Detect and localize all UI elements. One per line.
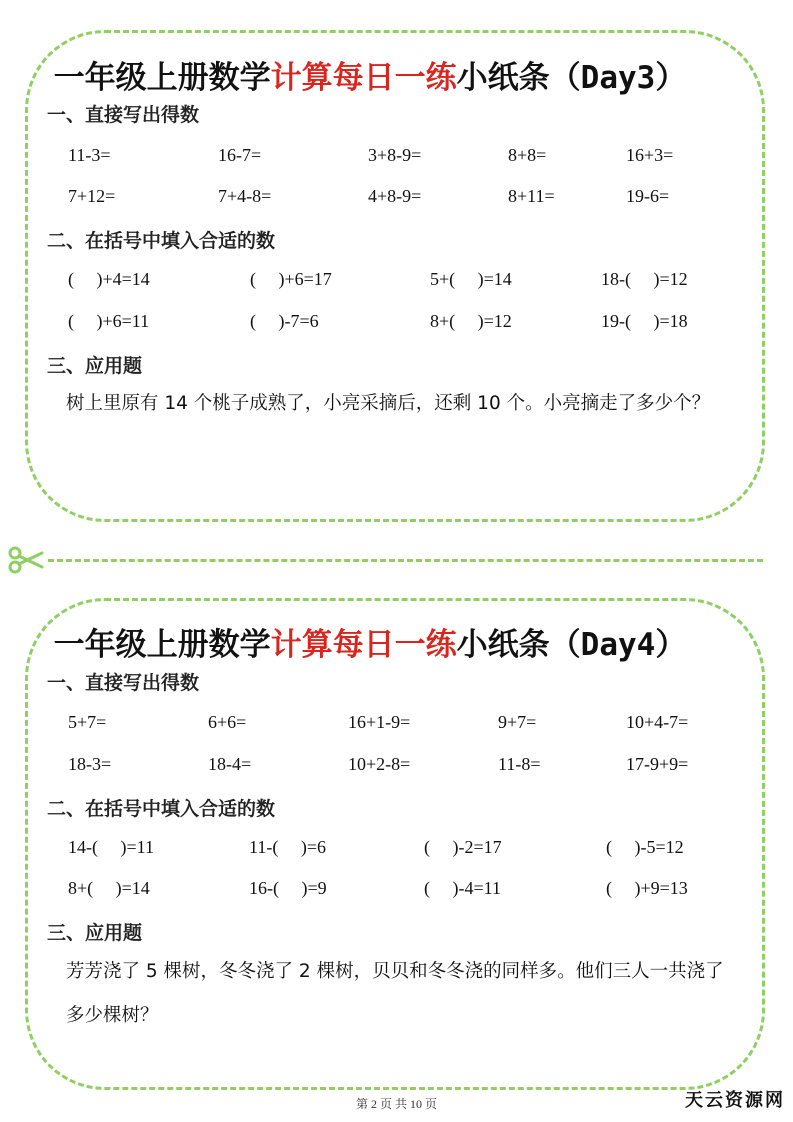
section-heading-3: 三、应用题 [47,922,143,944]
title-part: ） [655,60,687,96]
title-part: 小纸条（ [456,627,581,663]
title-part: 一年级上册数学 [53,627,271,663]
math-item: 19-6= [626,186,670,206]
fill-blank-item: ( )+9=13 [606,878,688,898]
fill-blank-item: 14-( )=11 [68,837,154,857]
math-item: 10+2-8= [348,754,411,774]
section-heading-1: 一、直接写出得数 [47,672,200,694]
fill-blank-item: 19-( )=18 [601,311,688,331]
math-item: 6+6= [208,712,247,732]
math-item: 9+7= [498,712,537,732]
math-item: 11-3= [68,145,111,165]
fill-blank-item: ( )-5=12 [606,837,684,857]
worksheet-title-day4 [0,619,740,664]
fill-blank-item: 8+( )=12 [430,311,512,331]
page-footer: 第 2 页 共 10 页 [355,1097,437,1111]
math-item: 3+8-9= [368,145,422,165]
math-item: 5+7= [68,712,107,732]
math-item: 17-9+9= [626,754,689,774]
fill-blank-item: ( )+6=17 [250,269,332,289]
math-item: 7+12= [68,186,116,206]
title-highlight: 计算每日一练 [270,60,457,96]
title-part: ） [655,627,687,663]
fill-blank-item: 16-( )=9 [249,878,327,898]
math-item: 8+8= [508,145,547,165]
fill-blank-item: ( )+6=11 [68,311,150,331]
fill-blank-item: 8+( )=14 [68,878,150,898]
math-item: 7+4-8= [218,186,272,206]
fill-blank-item: ( )-2=17 [424,837,502,857]
math-item: 11-8= [498,754,541,774]
math-item: 16+1-9= [348,712,411,732]
math-item: 18-4= [208,754,252,774]
math-item: 8+11= [508,186,555,206]
scissors-icon [6,545,44,575]
math-item: 4+8-9= [368,186,422,206]
math-item: 16-7= [218,145,262,165]
section-heading-2: 二、在括号中填入合适的数 [47,230,276,252]
fill-blank-item: ( )-4=11 [424,878,501,898]
word-problem: 芳芳浇了 5 棵树，冬冬浇了 2 棵树，贝贝和冬冬浇的同样多。他们三人一共浇了多少棵树？ [66,961,724,1026]
title-part: 一年级上册数学 [53,60,271,96]
math-item: 18-3= [68,754,112,774]
title-highlight: 计算每日一练 [270,627,457,663]
section-heading-2: 二、在括号中填入合适的数 [47,798,276,820]
cut-line [48,559,763,562]
title-part: 小纸条（ [456,60,581,96]
math-item: 16+3= [626,145,674,165]
fill-blank-item: 18-( )=12 [601,269,688,289]
title-day: Day4 [580,627,656,663]
fill-blank-item: 11-( )=6 [249,837,326,857]
worksheet-title-day3 [0,52,740,97]
math-item: 10+4-7= [626,712,689,732]
word-problem: 树上里原有 14 个桃子成熟了，小亮采摘后，还剩 10 个。小亮摘走了多少个？ [66,393,711,414]
fill-blank-item: ( )+4=14 [68,269,150,289]
fill-blank-item: 5+( )=14 [430,269,512,289]
fill-blank-item: ( )-7=6 [250,311,319,331]
section-heading-3: 三、应用题 [47,355,143,377]
title-day: Day3 [580,60,656,96]
watermark: 天云资源网 [685,1090,785,1111]
section-heading-1: 一、直接写出得数 [47,104,200,126]
